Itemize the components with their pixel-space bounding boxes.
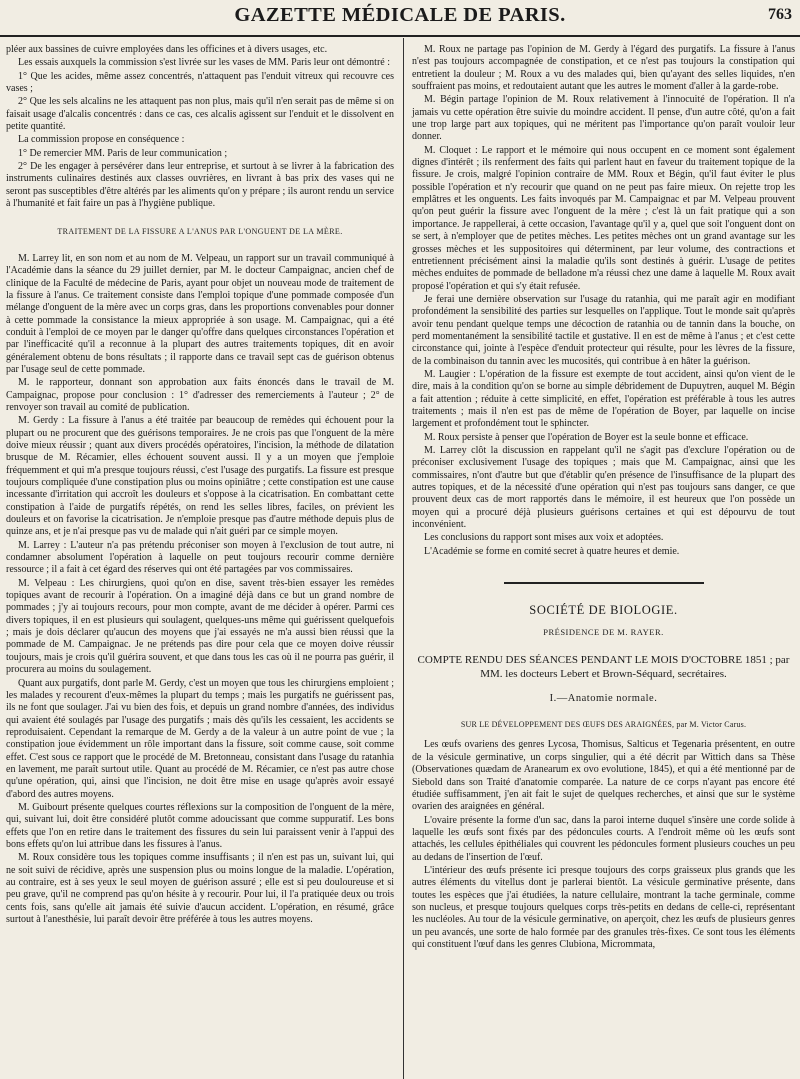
paragraph: M. Larrey : L'auteur n'a pas prétendu préconiser son moyen à l'exclusion de tout autre, ni condamner absolument l'opération à laquelle on peut toujours recourir comme dernière ressource ; il a fait à cet égard des réserves qui ont été partagées par vos commissaires. [6, 539, 394, 576]
paragraph: M. Cloquet : Le rapport et le mémoire qui nous occupent en ce moment sont également dignes d'intérêt ; ils renferment des faits qui parlent haut en faveur du traitement topique de la fissure. Je crois, malgré l'opinion contraire de MM. Roux et Bégin, qu'il faut éviter le plus possible l'opération et n'y recourir que quand on ne peut pas faire mieux. On rejette trop les emplâtres et les onguents. Les faits invoqués par M. Campaignac et par M. Velpeau prouvent qu'on peut guérir la fissure avec l'onguent de la mère ; c'est là un fait pratique qui a son importance. Je rappellerai, à cette occasion, l'avantage qu'il y a, quel que soit l'onguent dont on se sert, à n'employer que de petites mèches. Les petites mèches ont un grand avantage sur les grosses mèches et les suppositoires qui déterminent, par leur volume, des contractions et entretiennent précisément ainsi la maladie qu'ils sont destinés à guérir. L'usage de petites mèches enduites de pommade de belladone m'a réussi chez une dame à laquelle M. Roux avait proposé l'opération et qui s'y était refusée. [412, 144, 795, 292]
paragraph: L'ovaire présente la forme d'un sac, dans la paroi interne duquel s'insère une corde solide à laquelle les œufs sont fixés par des pédoncules courts. A l'endroit même où les œufs sont attachés, les cellules épithéliales qui couvrent les pédoncules forment plusieurs couches un peu au dedans de l'insertion de l'œuf. [412, 814, 795, 863]
paragraph: L'intérieur des œufs présente ici presque toujours des corps graisseux plus grands que les autres éléments du vitellus dont je parlerai bientôt. La vésicule germinative présente, dans toutes les espèces que j'ai étudiées, la nature cellulaire, montrant la tache germinale, comme son nucleus, et presque toujours quelques corps très-petits en dedans de celle-ci, représentant les nucléoles. Au tour de la vésicule germinative, on aperçoit, chez les œufs de plusieurs genres un peu avancés, une sorte de halo formée par des granules très-fixes. Ce sont tous les éléments qui constituent l'œuf dans les genres Clubiona, Micrommata, [412, 864, 795, 950]
paragraph: M. le rapporteur, donnant son approbation aux faits énoncés dans le travail de M. Campaignac, propose pour conclusion : 1° d'adresser des remerciements à l'auteur ; 2° de renvoyer son travail au comité de publication. [6, 377, 394, 413]
column-divider [403, 38, 404, 1079]
page-number: 763 [768, 6, 792, 23]
compte-rendu-heading: COMPTE RENDU DES SÉANCES PENDANT LE MOIS D'OCTOBRE 1851 ; par MM. les docteurs Lebert et Brown-Séquard, secrétaires. [417, 653, 790, 680]
anatomie-heading: I.—Anatomie normale. [549, 692, 658, 704]
paragraph: 1° Que les acides, même assez concentrés, n'attaquent pas l'enduit vitreux qui recouvre ces vases ; [6, 70, 394, 95]
paragraph: M. Guibourt présente quelques courtes réflexions sur la composition de l'onguent de la mère, qui, suivant lui, doit être considéré plutôt comme adoucissant que comme suppuratif. Les bons effets que l'on en retire dans le traitement des fissures du sein lui paraissent venir à l'appui des bons effets qu'on lui attribue dans les fissures à l'anus. [6, 801, 394, 850]
paragraph: L'Académie se forme en comité secret à quatre heures et demie. [424, 545, 680, 557]
section-rule [504, 582, 704, 584]
article-subtitle: SUR LE DÉVELOPPEMENT DES ŒUFS DES ARAIGNÉES, par M. Victor Carus. [460, 720, 747, 730]
masthead [0, 0, 800, 40]
paragraph: pléer aux bassines de cuivre employées dans les officines et à divers usages, etc. [6, 44, 328, 55]
paragraph: 2° Que les sels alcalins ne les attaquent pas non plus, mais qu'il n'en serait pas de même si on faisait usage d'alcalis concentrés : dans ce cas, ces alcalis agissent sur l'enduit et le dissolvent en petite quantité. [6, 96, 394, 133]
paragraph: M. Laugier : L'opération de la fissure est exempte de tout accident, ainsi qu'on vient de le dire, mais à la condition qu'on se borne au simple débridement de Dupuytren, auquel M. Bégin a fait attention ; réduite à cette simplicité, en effet, l'opération est préférable à tous les autres traitements ; mais il n'en est pas de même de l'opération de Boyer, par laquelle on incise largement et profondément tout le sphincter. [412, 368, 795, 430]
paragraph: M. Bégin partage l'opinion de M. Roux relativement à l'innocuité de l'opération. Il n'a jamais vu cette opération être suivie du moindre accident. Il pense, d'un autre côté, qu'on a fait une trop large part aux topiques, qui ne méritent pas l'importance qu'on paraît vouloir leur donner. [412, 94, 795, 143]
header-rule [0, 35, 800, 37]
paragraph: M. Velpeau : Les chirurgiens, quoi qu'on en dise, savent très-bien essayer les remèdes topiques avant de recourir à l'opération. On a imaginé déjà dans ce but un grand nombre de pommades ; j'y ai toujours recours, pour mon compte, avant de me décider à opérer. Parmi ces divers topiques, il en est plusieurs qui soulagent, quelques-uns même qui guérissent quelquefois ; mais je dois déclarer qu'aucun des moyens que j'ai essayés ne m'a aussi bien réussi que la pommade de M. Campaignac. Je ne prétends pas dire pour cela que ce moyen doive réussir toujours, mais je crois qu'il guérira souvent, et que dans tous les cas où il ne pourra pas guérir, il procurera au moins du soulagement. [6, 577, 394, 676]
right-column [412, 44, 795, 952]
paragraph: Les conclusions du rapport sont mises aux voix et adoptées. [424, 532, 664, 544]
paragraph: 1° De remercier MM. Paris de leur communication ; [18, 147, 228, 159]
left-column [6, 44, 394, 927]
paragraph: M. Roux persiste à penser que l'opération de Boyer est la seule bonne et efficace. [424, 431, 749, 443]
paragraph: M. Larrey clôt la discussion en rappelant qu'il ne s'agit pas d'exclure l'opération ou de préconiser exclusivement l'usage des topiques ; mais que M. Campaignac, ainsi que les commissaires, n'ont d'autre but que d'établir qu'en présence de l'insuffisance de la plupart des autres topiques, et de la nécessité d'une opération qui n'est pas toujours sans danger, ce que prouvent deux cas de mort rapportés dans le mémoire, il est heureux que l'on possède un moyen qui a procuré déjà plusieurs guérisons certaines et qui est dépourvu de tout inconvénient. [412, 445, 795, 531]
paragraph: La commission propose en conséquence : [18, 134, 185, 146]
paragraph: M. Larrey lit, en son nom et au nom de M. Velpeau, un rapport sur un travail communiqué à l'Académie dans la séance du 29 juillet dernier, par M. le docteur Campaignac, ancien chef de clinique de la Faculté de médecine de Paris, ayant pour objet un nouveau mode de traitement de la fissure à l'anus. Ce traitement consiste dans l'emploi topique d'une pommade composée d'un mélange d'onguent de la mère avec un corps gras, dans les proportions convenables pour donner à cette pommade la consistance la mieux appropriée à son usage. M. Campaignac, qui a été conduit à l'emploi de ce moyen par le danger qu'offre dans quelques circonstances l'opération et par l'inefficacité qu'il a reconnue à la plupart des autres traitements topiques, dit en avoir généralement obtenu de bons résultats ; il rapporte dans ce travail sept cas de guérison obtenus par l'usage seul de cette pommade. [6, 252, 394, 375]
society-title: SOCIÉTÉ DE BIOLOGIE. [529, 603, 678, 618]
journal-title: GAZETTE MÉDICALE DE PARIS. [234, 4, 566, 26]
section-heading: TRAITEMENT DE LA FISSURE A L'ANUS PAR L'ONGUENT DE LA MÈRE. [57, 227, 343, 237]
paragraph: Je ferai une dernière observation sur l'usage du ratanhia, qui me paraît agir en modifiant profondément la sensibilité des parties sur lesquelles on l'applique. Tout le monde sait qu'après avoir tenu pendant quelque temps une décoction de ratanhia ou de tannin dans la bouche, on perd momentanément la sensibilité tactile et gustative. Il en est de même à l'anus ; et c'est cette circonstance qui, jointe à l'espèce d'enduit protecteur qui résulte, pour les lèvres de la fissure, de la combinaison du tannin avec les mucosités, qui contribue à en hâter la guérison. [412, 293, 795, 367]
paragraph: M. Roux ne partage pas l'opinion de M. Gerdy à l'égard des purgatifs. La fissure à l'anus n'est pas toujours accompagnée de constipation, et ce n'est pas toujours la constipation qui entretient la douleur ; M. Roux a vu des malades qui, bien qu'ayant des selles liquides, n'en souffraient pas moins, et redoutaient autant que les autres le moment d'aller à la garde-robe. [412, 44, 795, 93]
presidence-line: PRÉSIDENCE DE M. RAYER. [543, 627, 664, 638]
paragraph: M. Gerdy : La fissure à l'anus a été traitée par beaucoup de remèdes qui échouent pour la plupart ou ne procurent que des guérisons temporaires. Je ne crois pas que l'onguent de la mère doive mieux réussir ; quant aux divers procédés opératoires, l'incision, la méthode de dilatation brusque de M. Récamier, elles échouent souvent aussi. Il y a un moyen que j'emploie fréquemment et qui m'a presque toujours réussi, c'est l'usage des purgatifs. La fissure est presque toujours compliquée d'une constipation plus ou moins opiniâtre ; cette constipation est une cause incessante d'irritation qui accroît les douleurs et s'oppose à la cicatrisation. En combattant cette constipation à l'aide de purgatifs répétés, on rend les selles libres, faciles, on prévient les douleurs et on favorise la cicatrisation. Je n'emploie presque pas d'autre méthode depuis plus de quinze ans, et je n'ai presque pas vu de malade qui n'ait guéri par ce simple moyen. [6, 415, 394, 538]
paragraph: Quant aux purgatifs, dont parle M. Gerdy, c'est un moyen que tous les chirurgiens emploient ; les malades y recourent d'eux-mêmes la plupart du temps ; mais les purgatifs ne guérissent pas, ils ne font que soulager. J'ai vu bien des fois, et depuis un grand nombre d'années, des individus qui avaient été soulagés par l'usage des purgatifs ; mais dès qu'ils les cessaient, les accidents se reproduisaient. Cependant la remarque de M. Gerdy a de la valeur à un autre point de vue ; la constipation joue évidemment un rôle important dans la fissure, soit comme cause, soit comme effet. C'est sous ce rapport que le procédé de M. Bretonneau, consistant dans l'usage du ratanhia en lavement, me paraît surtout utile. Quant au procédé de M. Récamier, ce n'est pas autre chose qu'une opération, qui, ainsi que l'incision, ne doit être mise en usage qu'après avoir essayé d'abord des autres moyens. [6, 677, 394, 800]
paragraph: Les essais auxquels la commission s'est livrée sur les vases de MM. Paris leur ont démontré : [18, 57, 391, 69]
paragraph: 2° De les engager à persévérer dans leur entreprise, et surtout à se livrer à la fabrication des instruments culinaires destinés aux classes ouvrières, en livrant à bas prix des vases qui ne seront pas susceptibles d'être altérés par les aliments qu'on y prépare ; ils auront rendu un service à l'humanité et fait faire un pas à l'hygiène publique. [6, 161, 394, 210]
paragraph: Les œufs ovariens des genres Lycosa, Thomisus, Salticus et Tegenaria présentent, en outre de la vésicule germinative, un corps singulier, qui a été décrit par Wittich dans sa Thèse (Observationes quædam de Aranearum ex ovo evolutione, 1845), et qui a été mentionné par de Siebold dans son Traité d'anatomie comparée. La nature de ce corps n'ayant pas encore été étudiée suffisamment, j'en ait fait le sujet de quelques recherches, et ainsi que sur le système ovarien des araignées en général. [412, 739, 795, 813]
paragraph: M. Roux considère tous les topiques comme insuffisants ; il n'en est pas un, suivant lui, qui ne soit suivi de récidive, après une suspension plus ou moins longue de la maladie. L'opération, au contraire, est à ses yeux le seul moyen de guérison assuré ; elle est si peu douloureuse et si peu grave, qu'il ne comprend pas qu'on hésite à y recourir. Pour lui, il l'a pratiquée deux ou trois cents fois, sans qu'elle ait jamais été suivie d'aucun accident. L'opération, en résumé, grâce surtout à l'anesthésie, lui paraît devoir être préférée à tous les autres moyens. [6, 852, 394, 926]
